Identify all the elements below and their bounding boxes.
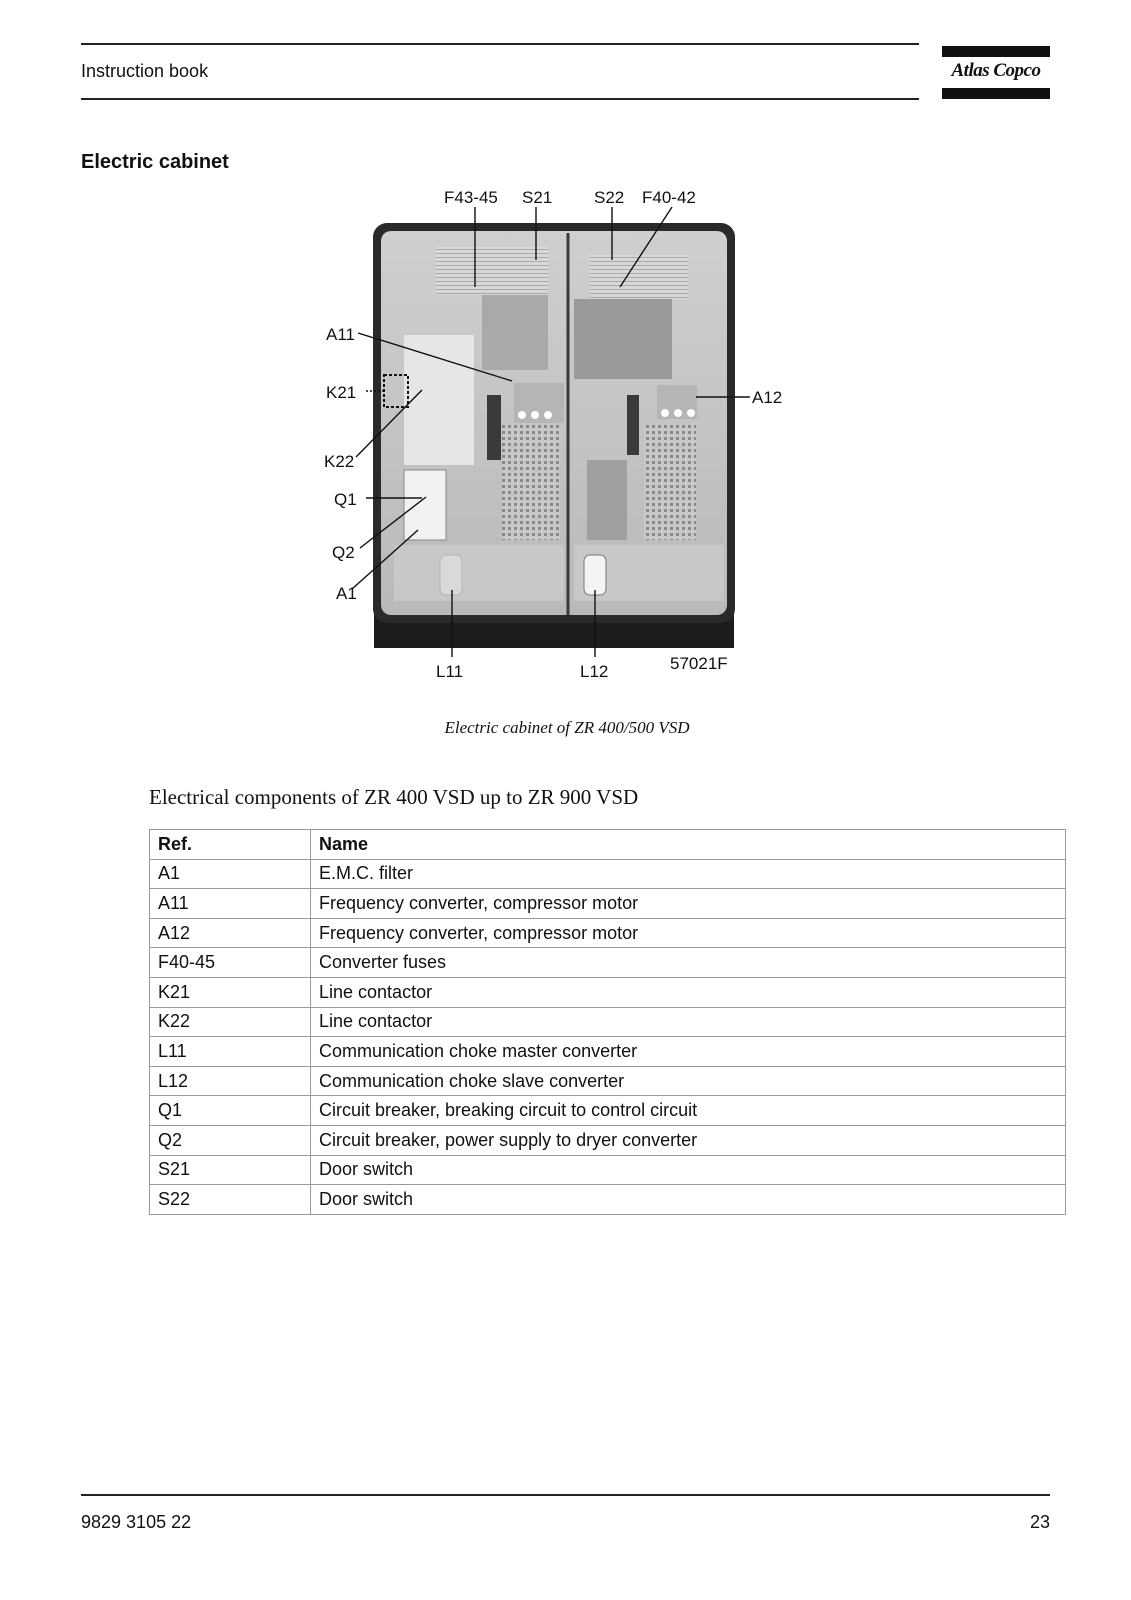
- right-dark-rail: [627, 395, 639, 455]
- table-row: [150, 1125, 1066, 1155]
- ref-cell: Q1: [150, 1096, 311, 1126]
- label-a11: A11: [326, 325, 355, 344]
- table-row: [150, 1096, 1066, 1126]
- ref-cell: A1: [150, 859, 311, 889]
- label-l12: L12: [580, 662, 609, 681]
- name-cell: Frequency converter, compressor motor: [311, 918, 1066, 948]
- label-l11: L11: [436, 662, 464, 681]
- table-row: [150, 1185, 1066, 1215]
- table-row: [150, 948, 1066, 978]
- name-cell: Line contactor: [311, 1007, 1066, 1037]
- label-f43-45: F43-45: [444, 188, 498, 207]
- right-indicator-2: [674, 409, 682, 417]
- left-dark-rail: [487, 395, 501, 460]
- left-breaker-box: [404, 470, 446, 540]
- ref-cell: L11: [150, 1037, 311, 1067]
- figure-caption: Electric cabinet of ZR 400/500 VSD: [444, 718, 690, 737]
- ref-cell: S22: [150, 1185, 311, 1215]
- name-cell: Door switch: [311, 1185, 1066, 1215]
- table-row: [150, 1037, 1066, 1067]
- right-choke: [584, 555, 606, 595]
- label-q2: Q2: [332, 543, 355, 562]
- electric-cabinet-figure: [322, 185, 812, 705]
- logo-wordmark: Atlas Copco: [951, 60, 1041, 81]
- left-indicator-2: [531, 411, 539, 419]
- label-k22: K22: [324, 452, 355, 471]
- right-upper-module: [574, 299, 672, 379]
- right-circuit-board: [644, 425, 696, 540]
- logo-top-bar: [942, 46, 1050, 57]
- ref-cell: A11: [150, 889, 311, 919]
- left-indicator-1: [518, 411, 526, 419]
- ref-cell: A12: [150, 918, 311, 948]
- name-cell: E.M.C. filter: [311, 859, 1066, 889]
- left-fan-grill: [436, 247, 548, 295]
- table-row: [150, 889, 1066, 919]
- table-row: [150, 1155, 1066, 1185]
- ref-cell: L12: [150, 1066, 311, 1096]
- name-cell: Converter fuses: [311, 948, 1066, 978]
- table-row: [150, 1066, 1066, 1096]
- header-top-rule: [81, 43, 919, 45]
- table-row: [150, 918, 1066, 948]
- left-indicator-3: [544, 411, 552, 419]
- column-header-ref: Ref.: [150, 830, 311, 860]
- ref-cell: Q2: [150, 1125, 311, 1155]
- ref-cell: F40-45: [150, 948, 311, 978]
- left-panel: [404, 335, 474, 465]
- label-s21: S21: [522, 188, 553, 207]
- header-title: Instruction book: [81, 61, 209, 81]
- table-row: [150, 977, 1066, 1007]
- label-a1: A1: [336, 584, 357, 603]
- label-f40-42: F40-42: [642, 188, 696, 207]
- table-title: Electrical components of ZR 400 VSD up to ZR 900 VSD: [149, 785, 639, 809]
- logo-bottom-bar: [942, 88, 1050, 99]
- table-row: [150, 1007, 1066, 1037]
- left-upper-module: [482, 295, 548, 370]
- label-a12: A12: [752, 388, 783, 407]
- section-title: Electric cabinet: [81, 151, 229, 173]
- footer-rule: [81, 1494, 1050, 1496]
- components-table: [149, 829, 1066, 1215]
- document-number: 9829 3105 22: [81, 1512, 192, 1532]
- atlas-copco-logo: [942, 46, 1050, 99]
- label-s22: S22: [594, 188, 625, 207]
- name-cell: Frequency converter, compressor motor: [311, 889, 1066, 919]
- left-circuit-board: [502, 425, 560, 540]
- name-cell: Communication choke master converter: [311, 1037, 1066, 1067]
- left-bottom-area: [394, 545, 564, 601]
- name-cell: Circuit breaker, breaking circuit to control circuit: [311, 1096, 1066, 1126]
- right-indicator-3: [687, 409, 695, 417]
- name-cell: Communication choke slave converter: [311, 1066, 1066, 1096]
- name-cell: Circuit breaker, power supply to dryer converter: [311, 1125, 1066, 1155]
- ref-cell: K22: [150, 1007, 311, 1037]
- right-middle-module: [587, 460, 627, 540]
- label-q1: Q1: [334, 490, 357, 509]
- cabinet-drawing: [322, 185, 812, 705]
- ref-cell: S21: [150, 1155, 311, 1185]
- ref-cell: K21: [150, 977, 311, 1007]
- header-bottom-rule: [81, 98, 919, 100]
- column-header-name: Name: [311, 830, 1066, 860]
- name-cell: Line contactor: [311, 977, 1066, 1007]
- table-header-row: [150, 830, 1066, 860]
- figure-code: 57021F: [670, 654, 728, 673]
- table-row: [150, 859, 1066, 889]
- right-fan-grill: [590, 255, 688, 299]
- label-k21: K21: [326, 383, 357, 402]
- page-number: 23: [1029, 1512, 1050, 1532]
- name-cell: Door switch: [311, 1155, 1066, 1185]
- right-indicator-1: [661, 409, 669, 417]
